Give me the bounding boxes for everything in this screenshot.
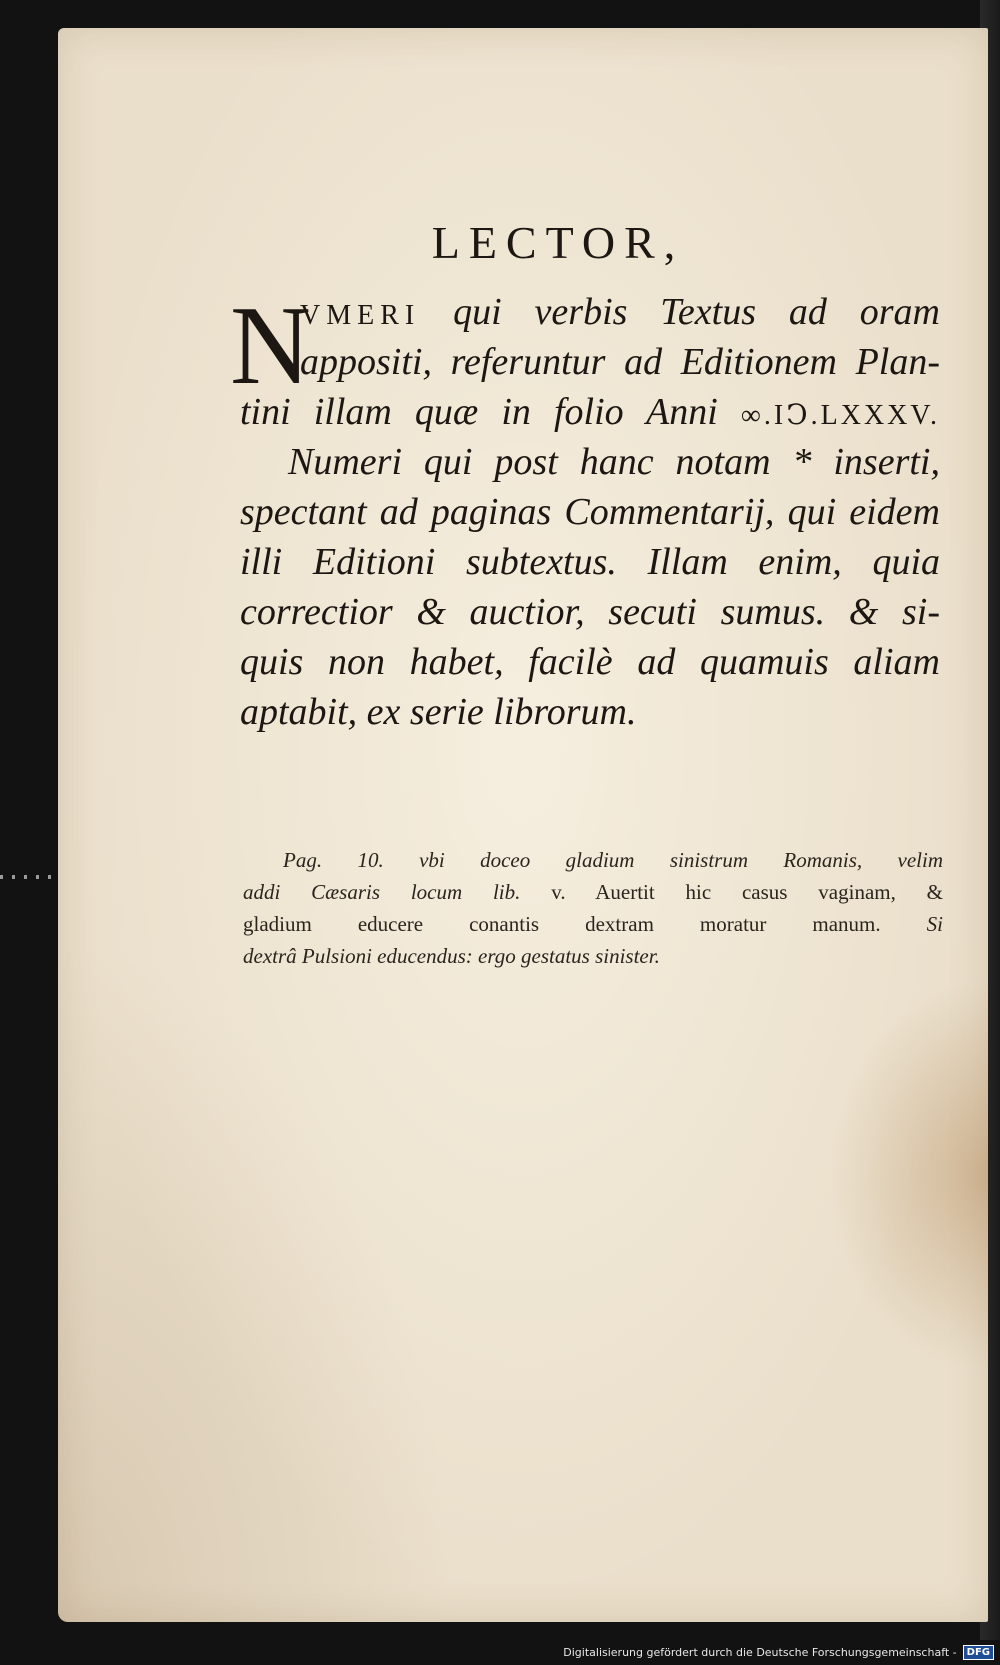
digitization-credit xyxy=(563,1641,994,1663)
text-line-6: illi Editioni subtextus. Illam enim, quia xyxy=(240,541,940,583)
note-line-3-italic: Si xyxy=(926,912,944,936)
text-line-9: aptabit, ex serie librorum. xyxy=(240,691,637,733)
text-line-1-rest: qui verbis Textus ad oram xyxy=(453,291,940,333)
note-line-3 xyxy=(243,912,943,937)
credit-text: Digitalisierung gefördert durch die Deutsche Forschungsgemeinschaft - xyxy=(563,1645,957,1659)
text-line-1 xyxy=(300,290,940,334)
text-line-5: spectant ad paginas Commentarij, qui eidem xyxy=(240,491,940,533)
text-line-8: quis non habet, facilè ad quamuis aliam xyxy=(240,641,940,683)
note-line-2 xyxy=(243,880,943,905)
text-line-3-anni: Anni xyxy=(646,391,718,433)
initial-word-caps: VMERI xyxy=(300,300,421,331)
book-page xyxy=(58,28,988,1622)
note-line-2-italic: addi Cæsaris locum lib. xyxy=(243,880,521,904)
note-line-1: Pag. 10. vbi doceo gladium sinistrum Romanis, velim xyxy=(283,848,943,872)
text-line-3 xyxy=(240,390,940,434)
dfg-logo-icon: DFG xyxy=(963,1645,994,1660)
year-numeral: ∞.IↃ.LXXXV. xyxy=(740,400,940,431)
note-line-2-roman: v. Auertit hic casus vaginam, & xyxy=(551,880,943,904)
page-heading: LECTOR, xyxy=(431,217,685,268)
text-line-3-italic: tini illam quæ in folio xyxy=(240,391,624,433)
ruler-marks xyxy=(0,875,52,879)
note-line-4: dextrâ Pulsioni educendus: ergo gestatus sinister. xyxy=(243,944,660,968)
text-line-2: appositi, referuntur ad Editionem Plan- xyxy=(300,341,940,383)
text-line-4: Numeri qui post hanc notam * inserti, xyxy=(288,441,940,483)
text-line-7: correctior & auctior, secuti sumus. & si- xyxy=(240,591,940,633)
note-line-3-roman: gladium educere conantis dextram moratur manum. xyxy=(243,912,881,936)
drop-cap: N xyxy=(230,284,311,408)
